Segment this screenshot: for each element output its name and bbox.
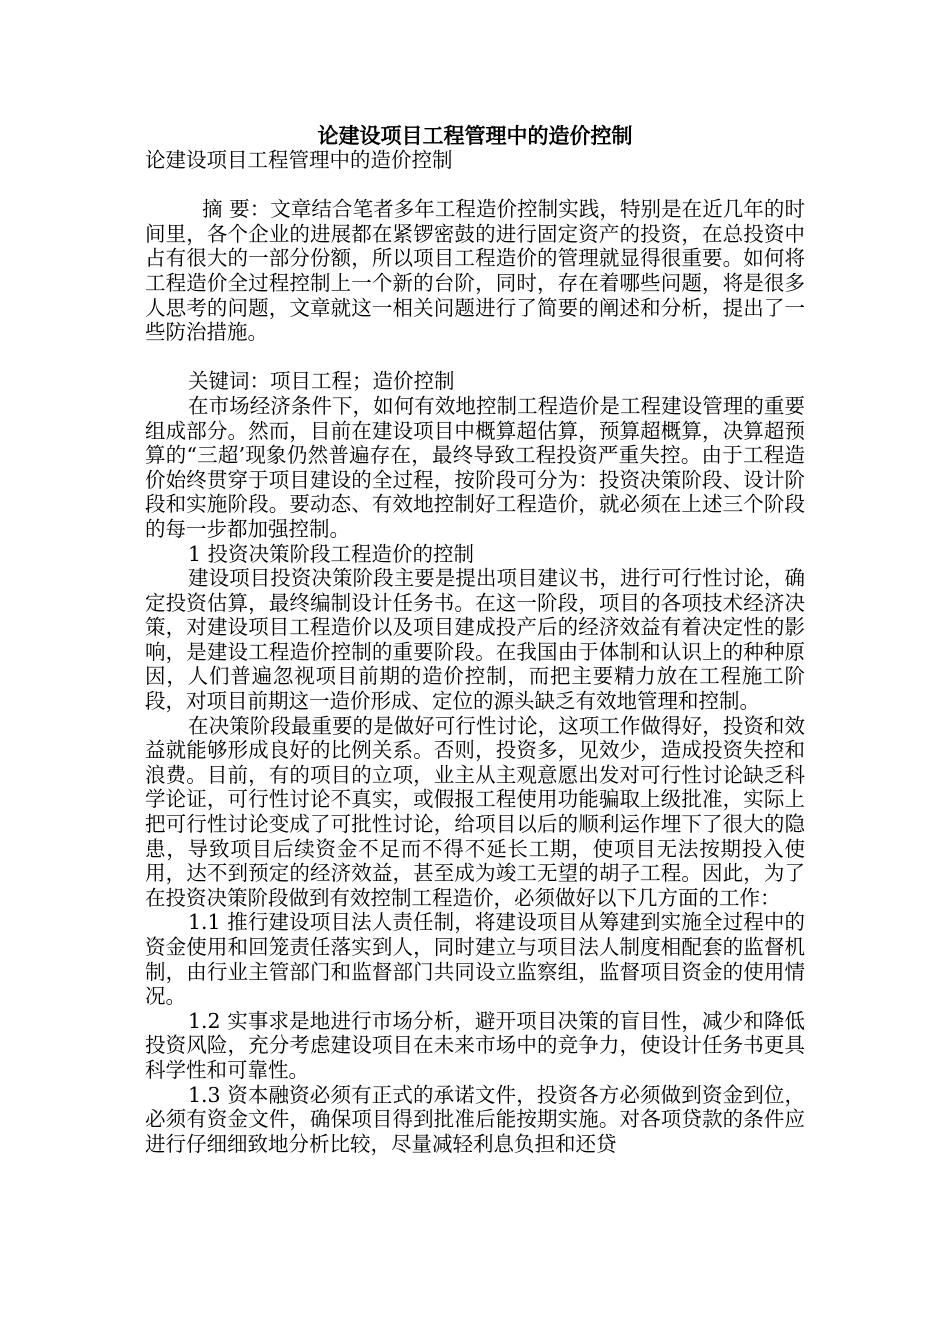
body-paragraph: 在市场经济条件下，如何有效地控制工程造价是工程建设管理的重要组成部分。然而，目前在建设项目中概算超估算，预算超概算，决算超预算的“三超’现象仍然普遍存在，最终导致工程投资严重失控。由于工程造价始终贯穿于项目建设的全过程，按阶段可分为：投资决策阶段、设计阶段和实施阶段。要动态、有效地控制好工程造价，就必须在上述三个阶段的每一步都加强控制。 (145, 393, 805, 541)
list-item: 1.2 实事求是地进行市场分析，避开项目决策的盲目性，减少和降低投资风险，充分考虑建设项目在未来市场中的竞争力，使设计任务书更具科学性和可靠性。 (145, 1008, 805, 1082)
list-item: 1.1 推行建设项目法人责任制，将建设项目从筹建到实施全过程中的资金使用和回笼责任落实到人，同时建立与项目法人制度相配套的监督机制，由行业主管部门和监督部门共同设立监察组，监督项目资金的使用情况。 (145, 910, 805, 1009)
abstract-paragraph: 摘 要：文章结合笔者多年工程造价控制实践，特别是在近几年的时间里，各个企业的进展都在紧锣密鼓的进行固定资产的投资，在总投资中占有很大的一部分份额，所以项目工程造价的管理就显得很重要。如何将工程造价全过程控制上一个新的台阶，同时，存在着哪些问题，将是很多人思考的问题，文章就这一相关问题进行了简要的阐述和分析，提出了一些防治措施。 (145, 197, 805, 345)
body-paragraph: 在决策阶段最重要的是做好可行性讨论，这项工作做得好，投资和效益就能够形成良好的比例关系。否则，投资多，见效少，造成投资失控和浪费。目前，有的项目的立项，业主从主观意愿出发对可行性讨论缺乏科学论证，可行性讨论不真实，或假报工程使用功能骗取上级批准，实际上把可行性讨论变成了可批性讨论，给项目以后的顺利运作埋下了很大的隐患，导致项目后续资金不足而不得不延长工期，使项目无法按期投入使用，达不到预定的经济效益，甚至成为竣工无望的胡子工程。因此，为了在投资决策阶段做到有效控制工程造价，必须做好以下几方面的工作： (145, 713, 805, 910)
body-paragraph: 建设项目投资决策阶段主要是提出项目建议书，进行可行性讨论，确定投资估算，最终编制设计任务书。在这一阶段，项目的各项技术经济决策，对建设项目工程造价以及项目建成投产后的经济效益有着决定性的影响，是建设工程造价控制的重要阶段。在我国由于体制和认识上的种种原因，人们普遍忽视项目前期的造价控制，而把主要精力放在工程施工阶段，对项目前期这一造价形成、定位的源头缺乏有效地管理和控制。 (145, 566, 805, 714)
section-heading: 1 投资决策阶段工程造价的控制 (188, 541, 475, 566)
document-title: 论建设项目工程管理中的造价控制 (317, 124, 633, 148)
list-item: 1.3 资本融资必须有正式的承诺文件，投资各方必须做到资金到位，必须有资金文件，确保项目得到批准后能按期实施。对各项贷款的条件应进行仔细细致地分析比较，尽量减轻利息负担和还贷 (145, 1082, 805, 1156)
document-body (145, 148, 805, 1156)
keywords-line: 关键词：项目工程；造价控制 (188, 369, 455, 394)
blank-line (145, 345, 805, 370)
document-subtitle: 论建设项目工程管理中的造价控制 (145, 148, 453, 172)
blank-line (145, 173, 805, 198)
